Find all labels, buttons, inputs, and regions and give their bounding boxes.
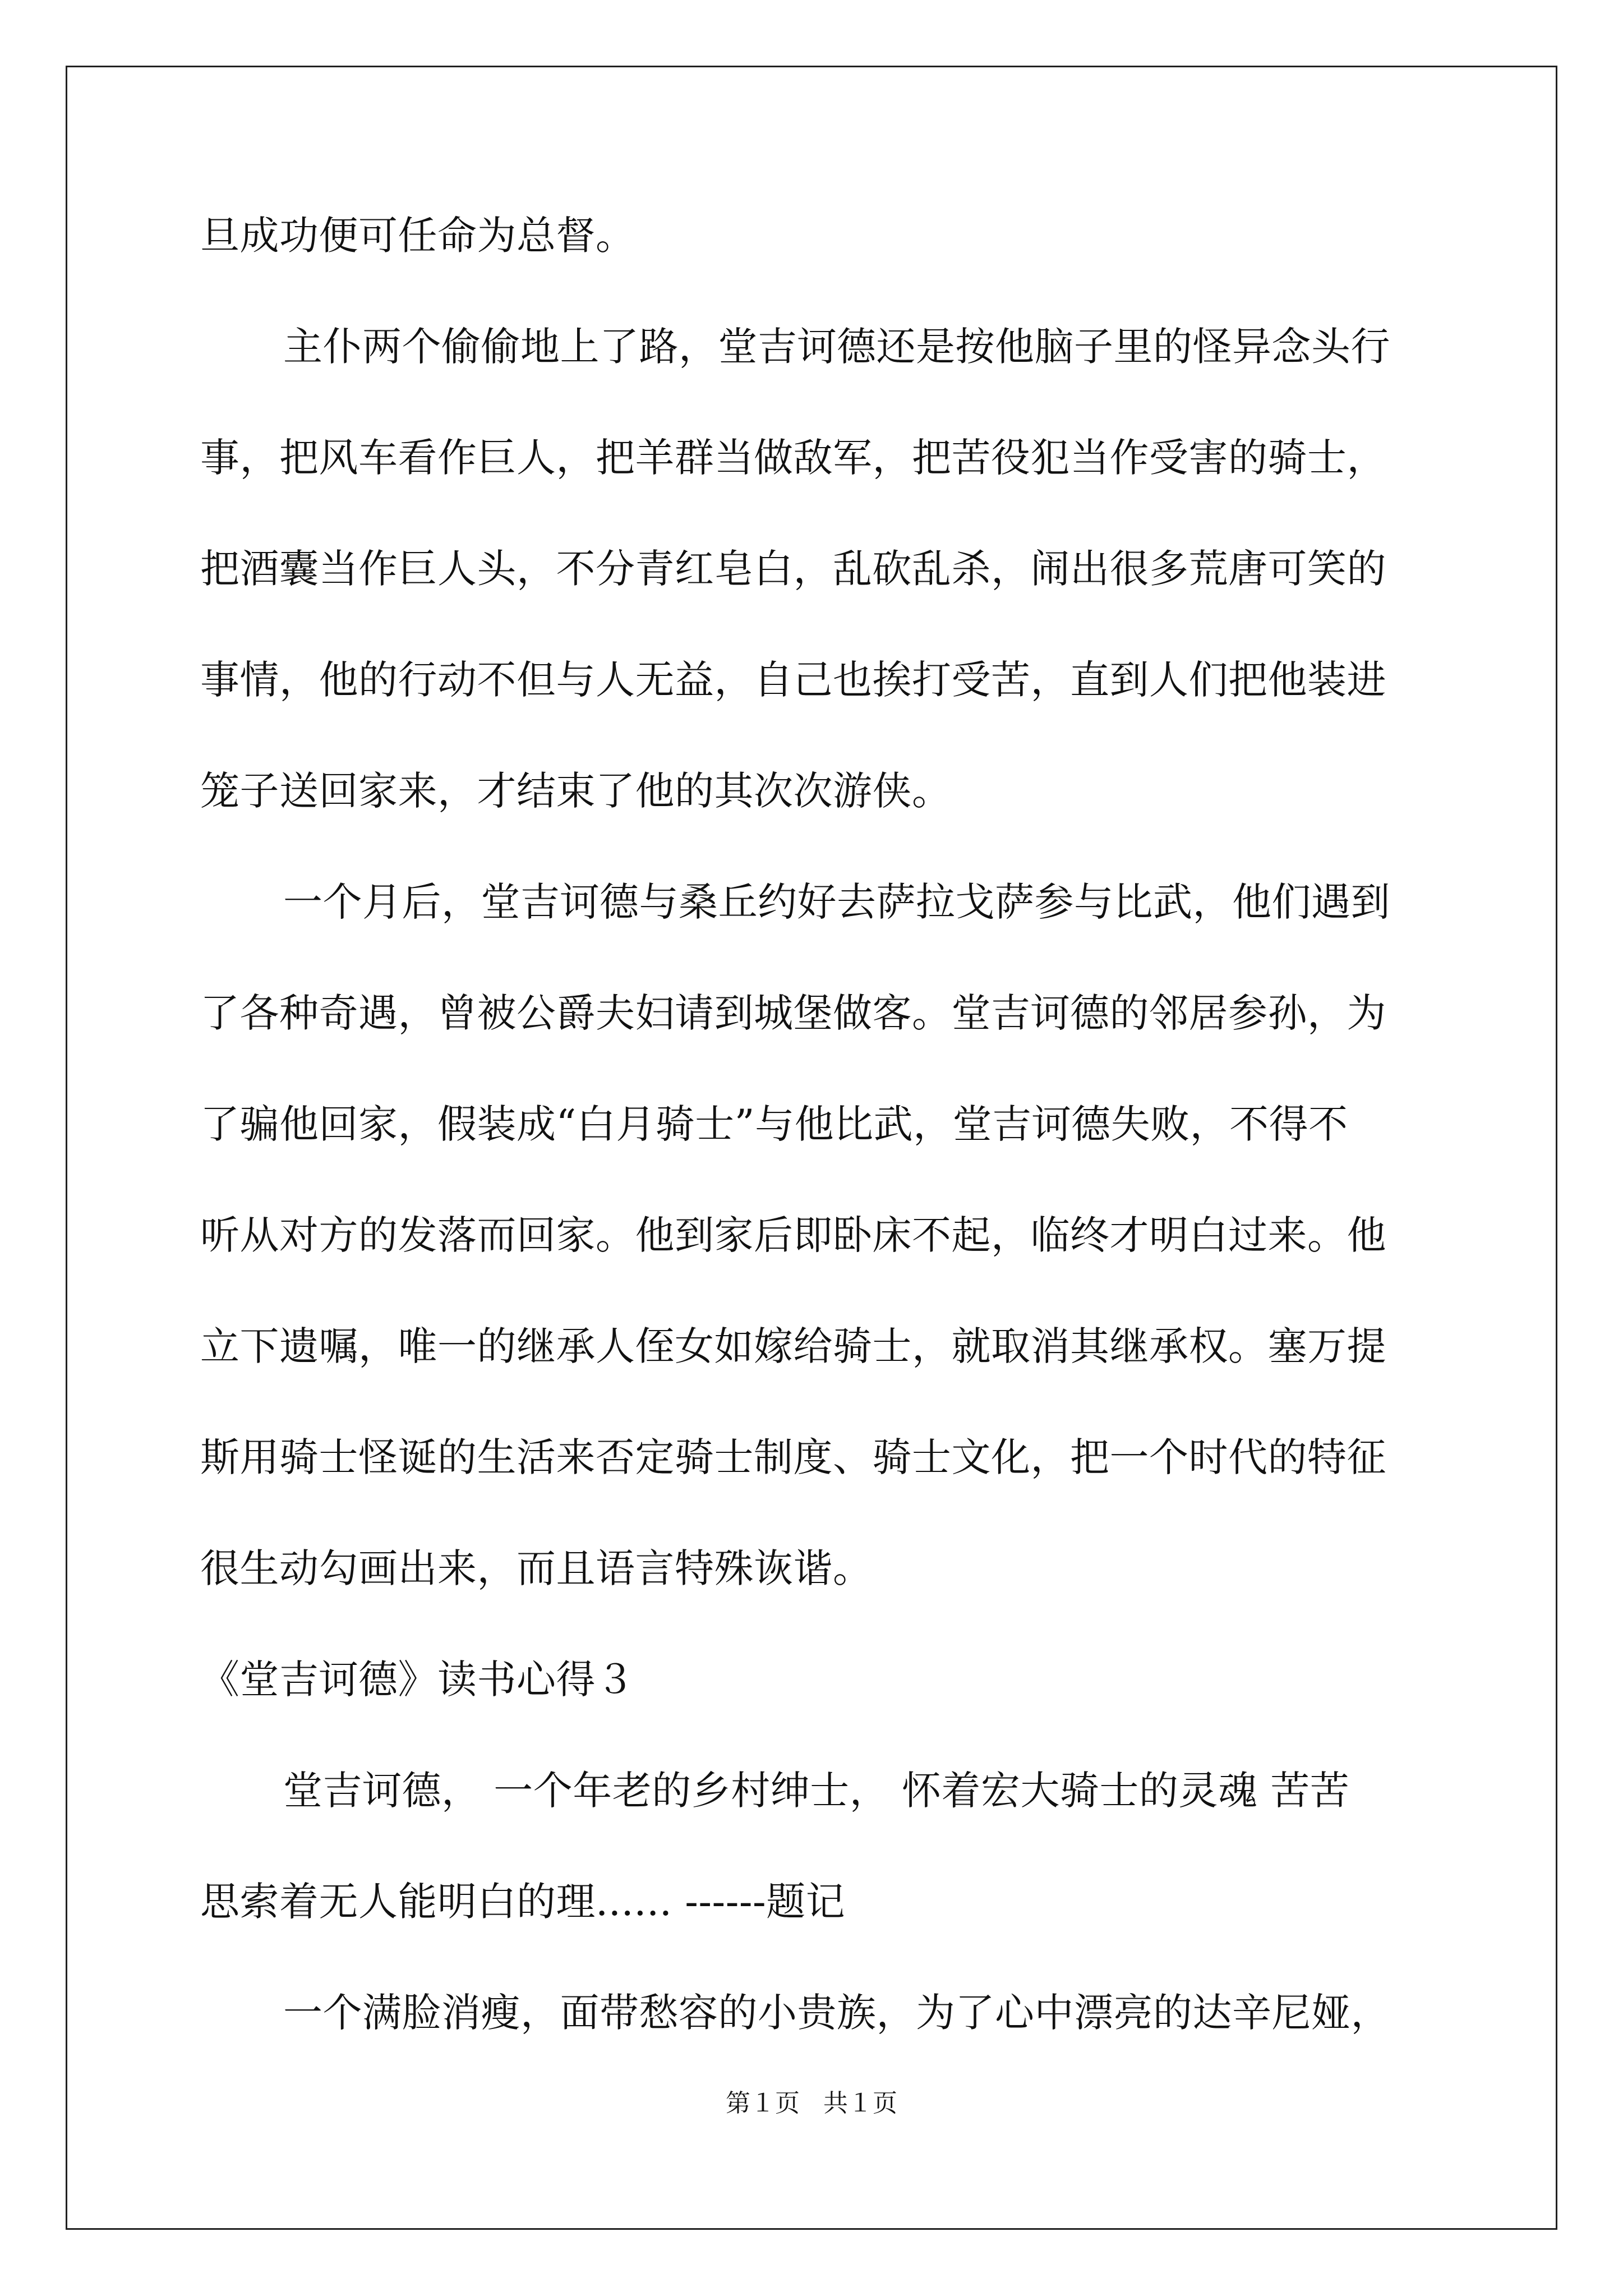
text-line: 事，把风车看作巨人，把羊群当做敌军，把苦役犯当作受害的骑士， (200, 435, 1386, 481)
text-line: 听从对方的发落而回家。他到家后即卧床不起，临终才明白过来。他 (200, 1212, 1386, 1258)
text-line: 把酒囊当作巨人头，不分青红皂白，乱砍乱杀，闹出很多荒唐可笑的 (200, 546, 1386, 592)
text-line: 事情，他的行动不但与人无益，自己也挨打受苦，直到人们把他装进 (200, 657, 1386, 703)
text-line: 笼子送回家来，才结束了他的其次次游侠。 (200, 768, 952, 814)
section-heading: 《堂吉诃德》读书心得３ (200, 1657, 635, 1703)
page-total: 共１页 (823, 2089, 897, 2118)
page-number: 第１页 (726, 2089, 800, 2118)
text-line: 了各种奇遇，曾被公爵夫妇请到城堡做客。堂吉诃德的邻居参孙，为 (200, 990, 1386, 1036)
text-line: 旦成功便可任命为总督。 (200, 213, 635, 259)
paragraph-start-line: 一个满脸消瘦，面带愁容的小贵族，为了心中漂亮的达辛尼娅， (283, 1990, 1390, 2036)
text-line: 了骗他回家，假装成“白月骑士”与他比武，堂吉诃德失败，不得不 (200, 1101, 1348, 1147)
paragraph-start-line: 一个月后，堂吉诃德与桑丘约好去萨拉戈萨参与比武，他们遇到 (283, 879, 1390, 925)
paragraph-start-line: 主仆两个偷偷地上了路，堂吉诃德还是按他脑子里的怪异念头行 (283, 324, 1390, 370)
text-line: 立下遗嘱，唯一的继承人侄女如嫁给骑士，就取消其继承权。塞万提 (200, 1323, 1386, 1369)
text-line: 思索着无人能明白的理...... ------题记 (200, 1879, 846, 1925)
paragraph-start-line: 堂吉诃德， 一个年老的乡村绅士， 怀着宏大骑士的灵魂 苦苦 (283, 1768, 1350, 1814)
text-line: 斯用骑士怪诞的生活来否定骑士制度、骑士文化，把一个时代的特征 (200, 1434, 1386, 1480)
text-line: 很生动勾画出来，而且语言特殊诙谐。 (200, 1545, 873, 1591)
page-footer (0, 2087, 1623, 2120)
